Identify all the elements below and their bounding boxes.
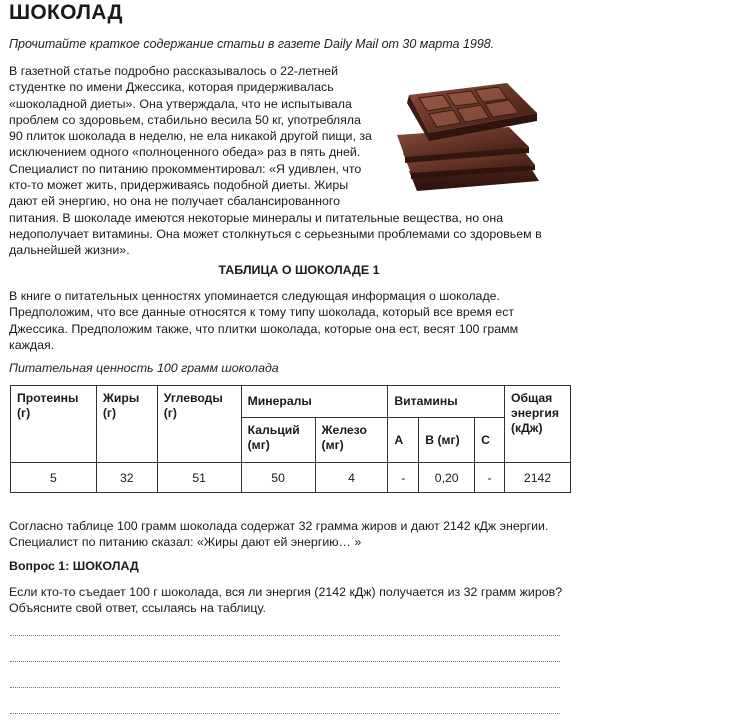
cell-carbs: 51 [157,463,241,493]
subtitle: Прочитайте краткое содержание статьи в газете Daily Mail от 30 марта 1998. [9,37,495,51]
cell-vitamin-c: - [475,463,505,493]
article-text: В газетной статье подробно рассказывалось о 22-летней студентке по имени Джессика, которая придерживалась «шоколадной диеты». Она утверждала, что не испытывала проблем со здоровьем, стабильно весила 50 кг, употребляла 90 плиток шоколада в неделю, не ела никакой другой пищи, за исключением одного «полноценного обеда» раз в пять дней. Специалист по питанию прокомментировал: «Я удивлен, что кто-то может жить, придерживаясь подобной диеты. Жиры дают ей энергию, но она не получает сбалансированного питания. В шоколаде имеются некоторые минералы и питательные вещества, но она недополучает витамины. Она может столкнуться с серьезными проблемами со здоровьем в дальнейшей жизни». [9,64,542,258]
cell-fat: 32 [96,463,157,493]
header-protein: Протеины (г) [11,386,97,463]
cell-vitamin-b: 0,20 [419,463,475,493]
table-caption: Питательная ценность 100 грамм шоколада [9,361,279,375]
header-vitamin-a: A [388,418,419,463]
table-row [11,463,571,493]
header-energy: Общая энергия (кДж) [504,386,570,463]
nutrition-table [10,385,571,493]
question-text: Если кто-то съедает 100 г шоколада, вся ли энергия (2142 кДж) получается из 32 грамм жиров? Объясните свой ответ, ссылаясь на таблицу. [9,585,563,616]
question-title: Вопрос 1: ШОКОЛАД [9,559,139,573]
header-calcium: Кальций (мг) [241,418,315,463]
header-carbs: Углеводы (г) [157,386,241,463]
header-vitamin-c: C [475,418,505,463]
answer-line[interactable] [10,687,560,688]
answer-line[interactable] [10,713,560,714]
header-vitamins: Витамины [388,386,505,418]
intro-paragraph: В книге о питательных ценностях упоминается следующая информация о шоколаде. Предположим, что все данные относятся к тому типу шоколада, который все время ест Джессика. Предположим также, что плитки шоколада, которые она ест, весят 100 грамм каждая. [9,289,519,352]
chocolate-image [389,73,549,195]
article-block [9,63,549,259]
table-summary: Согласно таблице 100 грамм шоколада содержат 32 грамма жиров и дают 2142 кДж энергии. Специалист по питанию сказал: «Жиры дают ей энергию… » [9,519,549,550]
header-fat: Жиры (г) [96,386,157,463]
section-heading: ТАБЛИЦА О ШОКОЛАДЕ 1 [218,263,380,277]
cell-protein: 5 [11,463,97,493]
header-vitamin-b: B (мг) [419,418,475,463]
cell-energy: 2142 [504,463,570,493]
cell-vitamin-a: - [388,463,419,493]
answer-line[interactable] [10,661,560,662]
header-minerals: Минералы [241,386,388,418]
cell-calcium: 50 [241,463,315,493]
page-title: ШОКОЛАД [9,1,123,24]
answer-line[interactable] [10,635,560,636]
cell-iron: 4 [315,463,388,493]
header-iron: Железо (мг) [315,418,388,463]
